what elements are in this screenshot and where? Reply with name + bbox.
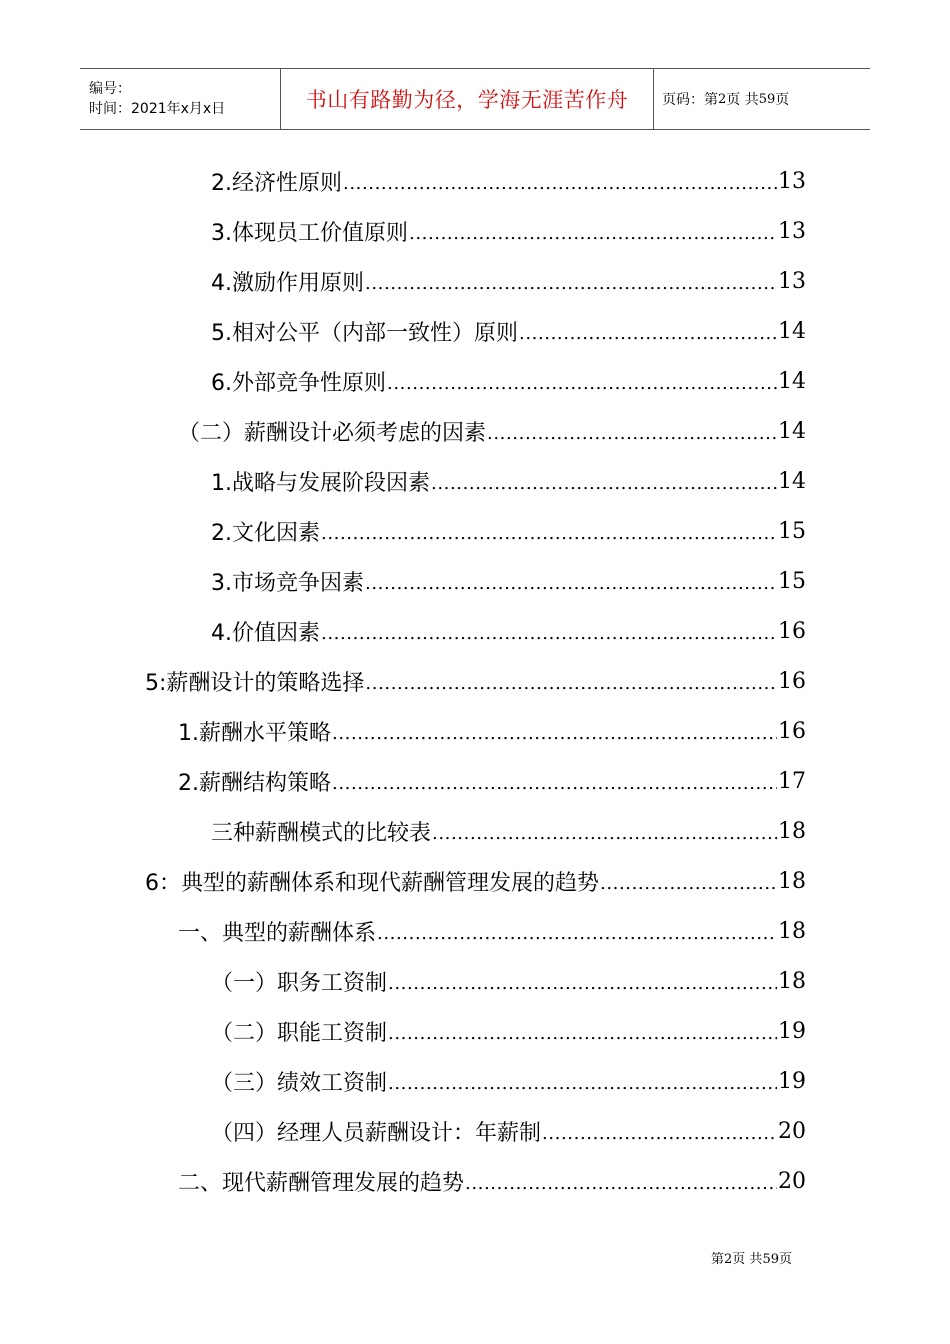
toc-entry-label: （二）职能工资制 [211,1020,388,1046]
toc-entry-label: （四）经理人员薪酬设计：年薪制 [211,1120,542,1146]
header-page-total: 59 [758,91,776,107]
toc-entry-page: 19 [778,1018,806,1044]
toc-entry-label: 三种薪酬模式的比较表 [211,820,432,846]
toc-entry-page: 19 [778,1068,806,1094]
toc-entry-page: 16 [778,668,806,694]
toc-entry[interactable] [211,356,806,406]
toc-entry-label: 二、现代薪酬管理发展的趋势 [178,1170,465,1196]
toc-entry[interactable] [211,256,806,306]
toc-entry-page: 16 [778,618,806,644]
toc-entry[interactable] [211,1106,806,1156]
toc-entry-label: 4.价值因素 [211,620,320,646]
header-page-suffix: 页 [775,92,790,108]
toc-leader [332,766,777,796]
toc-entry-page: 15 [778,518,806,544]
header-motto: 书山有路勤为径，学海无涯苦作舟 [281,69,654,129]
page-footer [711,1248,792,1267]
toc-entry[interactable] [178,406,806,456]
toc-entry-page: 18 [778,918,806,944]
footer-page-total: 59 [762,1252,779,1267]
header-page-mid: 页 共 [726,92,759,108]
toc-entry-label: （一）职务工资制 [211,970,388,996]
toc-entry-page: 13 [778,168,806,194]
toc-entry-label: 2.经济性原则 [211,170,342,196]
toc-entry[interactable] [211,1006,806,1056]
document-date: 时间：2021年x月x日 [89,101,226,117]
header-meta [80,69,281,129]
toc-leader [487,416,777,446]
toc-entry-label: 2.文化因素 [211,520,320,546]
toc-entry-page: 14 [778,468,806,494]
toc-entry-page: 15 [778,568,806,594]
toc-entry-page: 18 [778,868,806,894]
toc-leader [542,1116,777,1146]
toc-entry[interactable] [178,1156,806,1206]
toc-leader [409,216,777,246]
toc-leader [343,166,777,196]
toc-entry-page: 14 [778,318,806,344]
toc-entry-page: 14 [778,368,806,394]
toc-entry[interactable] [145,656,806,706]
toc-entry-page: 13 [778,268,806,294]
toc-leader [465,1166,777,1196]
toc-leader [600,866,777,896]
toc-entry-label: 5.相对公平（内部一致性）原则 [211,320,518,346]
toc-entry-label: （三）绩效工资制 [211,1070,388,1096]
toc-entry-label: 一、典型的薪酬体系 [178,920,377,946]
header-page-info [654,69,870,129]
toc-entry-label: 1.战略与发展阶段因素 [211,470,430,496]
toc-entry[interactable] [211,306,806,356]
toc-entry[interactable] [211,956,806,1006]
toc-entry[interactable] [211,206,806,256]
toc-entry-label: 4.激励作用原则 [211,270,364,296]
toc-entry-label: 3.体现员工价值原则 [211,220,408,246]
footer-page-suffix: 页 [778,1252,792,1267]
toc-leader [321,516,777,546]
toc-entry-label: 1.薪酬水平策略 [178,720,331,746]
toc-leader [388,966,777,996]
toc-entry-label: 6：典型的薪酬体系和现代薪酬管理发展的趋势 [145,870,599,896]
toc-leader [377,916,777,946]
toc-entry[interactable] [211,806,806,856]
toc-entry-page: 20 [778,1118,806,1144]
toc-entry-page: 18 [778,968,806,994]
page-header [80,68,870,130]
header-page-prefix: 页码：第 [662,92,718,108]
toc-entry-label: （二）薪酬设计必须考虑的因素 [178,420,487,446]
toc-leader [332,716,777,746]
toc-entry-page: 20 [778,1168,806,1194]
toc-entry-label: 6.外部竞争性原则 [211,370,386,396]
toc-leader [432,816,777,846]
toc-entry[interactable] [145,856,806,906]
toc-leader [365,666,777,696]
footer-page-mid: 页 共 [732,1252,763,1267]
toc-entry-label: 5:薪酬设计的策略选择 [145,670,365,696]
toc-entry[interactable] [211,1056,806,1106]
toc-leader [387,366,777,396]
toc-entry[interactable] [211,506,806,556]
toc-entry[interactable] [178,706,806,756]
toc-entry[interactable] [211,456,806,506]
toc-leader [431,466,777,496]
toc-entry-page: 18 [778,818,806,844]
toc-entry[interactable] [178,756,806,806]
toc-entry[interactable] [178,906,806,956]
header-page-current: 2 [718,91,727,107]
toc-leader [365,266,777,296]
toc-entry-label: 3.市场竞争因素 [211,570,364,596]
footer-page-prefix: 第 [711,1252,725,1267]
toc-leader [388,1016,777,1046]
toc-entry-page: 17 [778,768,806,794]
toc-entry[interactable] [211,606,806,656]
toc-entry[interactable] [211,156,806,206]
toc-entry-page: 14 [778,418,806,444]
document-number-label: 编号： [89,81,131,97]
toc-leader [321,616,777,646]
toc-leader [365,566,777,596]
toc-leader [519,316,777,346]
toc-entry[interactable] [211,556,806,606]
toc-entry-page: 13 [778,218,806,244]
footer-page-current: 2 [724,1252,733,1267]
toc-leader [388,1066,777,1096]
toc-entry-page: 16 [778,718,806,744]
toc-entry-label: 2.薪酬结构策略 [178,770,331,796]
